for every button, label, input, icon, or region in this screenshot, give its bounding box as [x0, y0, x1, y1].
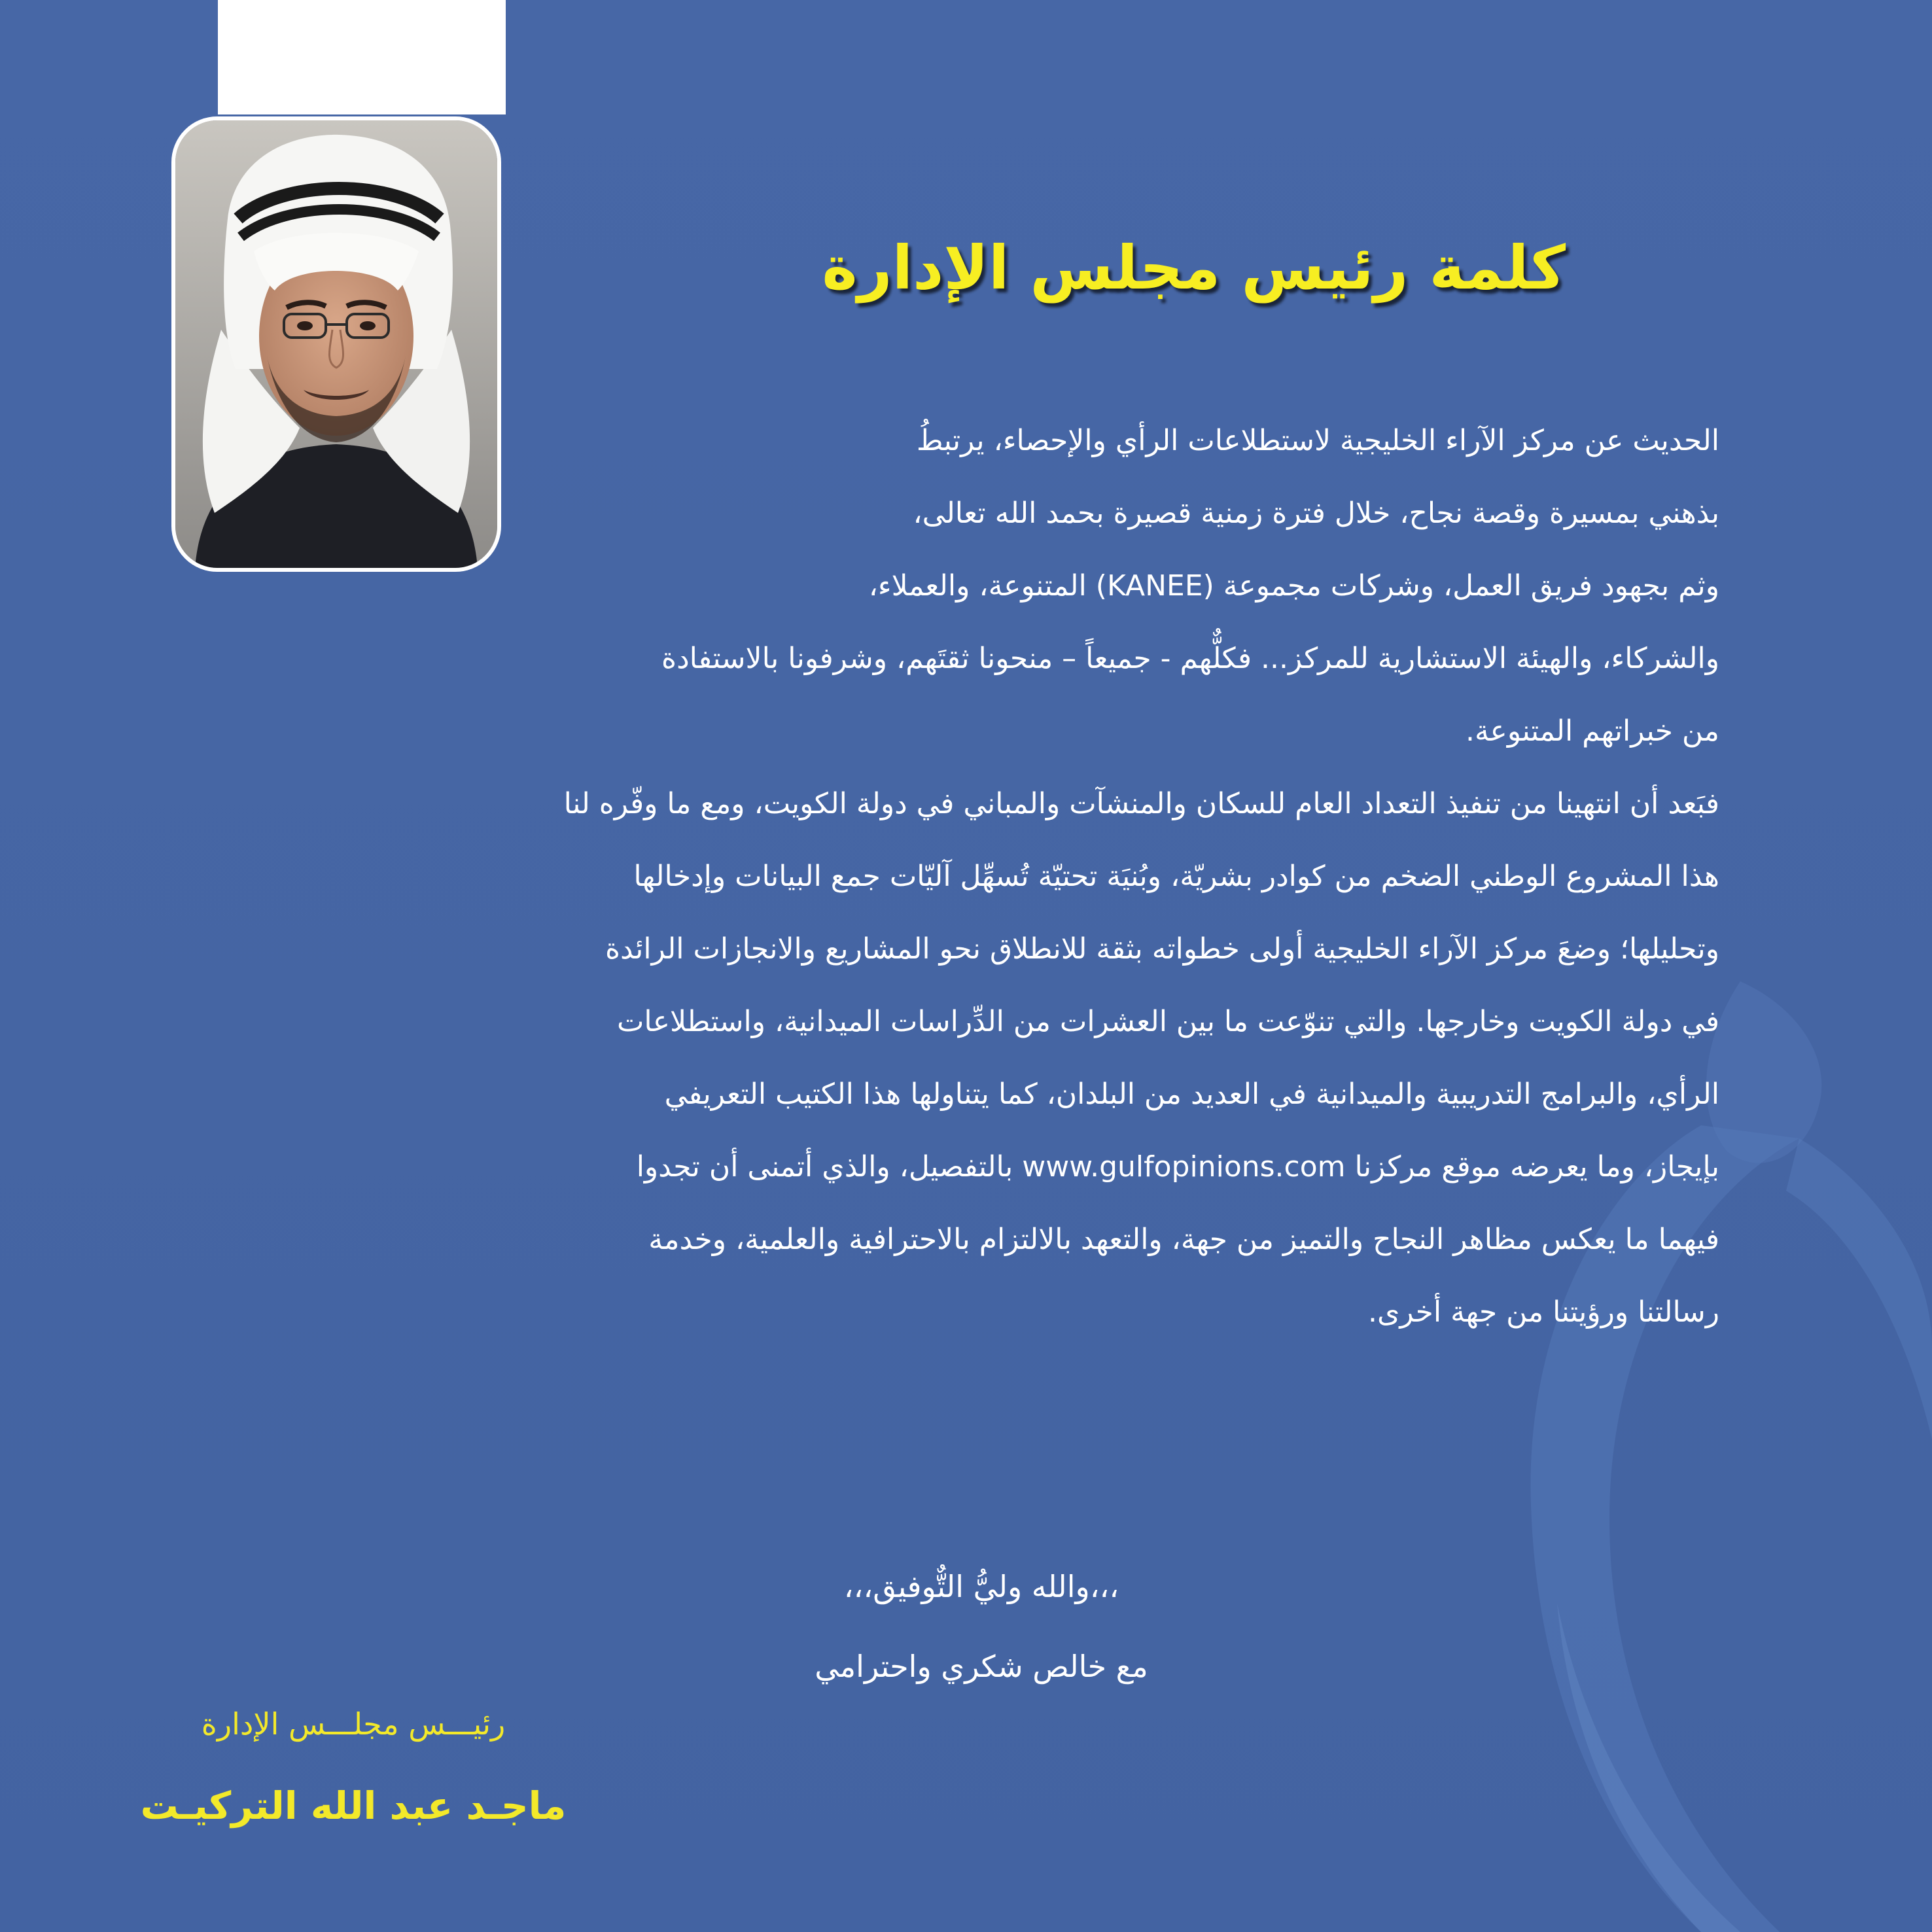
body-line: هذا المشروع الوطني الضخم من كوادر بشريّة، وبُنيَة تحتيّة تُسهِّل آليّات جمع البيانات وإدخالها	[633, 860, 1719, 893]
body-line: من خبراتهم المتنوعة.	[1465, 714, 1719, 748]
closing-greeting: ،،،والله وليُّ التٌّوفيق،،،	[843, 1569, 1119, 1604]
signature-role: رئيـــس مجلـــس الإدارة	[201, 1706, 506, 1742]
body-line: بإيجاز، وما يعرضه موقع مركزنا www.gulfopinions.com بالتفصيل، والذي أتمنى أن تجدوا	[636, 1150, 1719, 1184]
closing-regards: مع خالص شكري واحترامي	[815, 1649, 1148, 1684]
letter-body	[169, 404, 1719, 1348]
body-line: وثم بجهود فريق العمل، وشركات مجموعة (KANEE) المتنوعة، والعملاء،	[868, 569, 1719, 603]
body-line: فبَعد أن انتهينا من تنفيذ التعداد العام للسكان والمنشآت والمباني في دولة الكويت، ومع ما وفّره لنا	[563, 787, 1719, 820]
body-line: بذهني بمسيرة وقصة نجاح، خلال فترة زمنية قصيرة بحمد الله تعالى،	[913, 497, 1719, 530]
white-tab	[218, 0, 506, 114]
body-line: رسالتنا ورؤيتنا من جهة أخرى.	[1367, 1295, 1719, 1329]
page-title: كلمة رئيس مجلس الإدارة	[822, 233, 1566, 303]
body-line: فيهما ما يعكس مظاهر النجاح والتميز من جهة، والتعهد بالالتزام بالاحترافية والعلمية، وخدمة	[648, 1223, 1719, 1256]
body-line: الحديث عن مركز الآراء الخليجية لاستطلاعات الرأي والإحصاء، يرتبطُ	[916, 424, 1719, 457]
body-line: وتحليلها؛ وضعَ مركز الآراء الخليجية أولى خطواته بثقة للانطلاق نحو المشاريع والانجازات الرائدة	[605, 932, 1719, 966]
signature-name: ماجـد عبد الله التركيـت	[140, 1783, 567, 1828]
body-line: في دولة الكويت وخارجها. والتي تنوّعت ما بين العشرات من الدِّراسات الميدانية، واستطلاعات	[616, 1005, 1719, 1038]
body-line: والشركاء، والهيئة الاستشارية للمركز... فكلٌّهم - جميعاً – منحونا ثقتَهم، وشرفونا بالاستفادة	[661, 642, 1719, 675]
body-line: الرأي، والبرامج التدريبية والميدانية في العديد من البلدان، كما يتناولها هذا الكتيب التعريفي	[664, 1078, 1719, 1111]
